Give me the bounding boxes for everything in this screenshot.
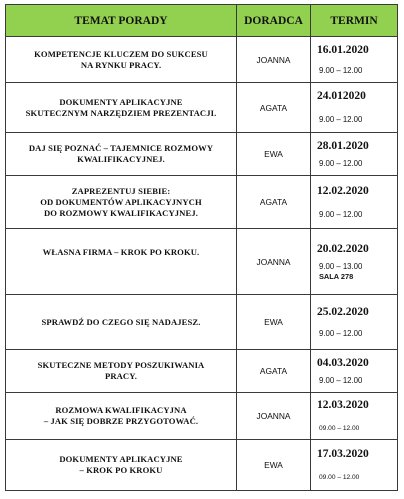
- term-cell: [311, 229, 398, 295]
- topic-line: OD DOKUMENTÓW APLIKACYJNYCH: [40, 196, 202, 207]
- topic-line: WŁASNA FIRMA – KROK PO KROKU.: [42, 247, 200, 257]
- topic-line: SKUTECZNE METODY POSZUKIWANIA: [37, 360, 205, 370]
- topic-line: KWALIFIKACYJNEJ.: [77, 154, 165, 164]
- advisor-cell: JOANNA: [237, 393, 311, 440]
- topic-line: SPRAWDŹ DO CZEGO SIĘ NADAJESZ.: [41, 316, 201, 327]
- header-advisor: DORADCA: [237, 5, 311, 37]
- topic-line: ROZMOWA KWALIFIKACYJNA: [55, 405, 187, 415]
- schedule-table: [5, 4, 398, 491]
- term-date: 12.02.2020: [317, 184, 369, 197]
- term-date: 12.03.2020: [317, 398, 369, 411]
- topic-cell: [6, 229, 237, 295]
- topic-line: SKUTECZNYM NARZĘDZIEM PREZENTACJI.: [25, 107, 217, 118]
- topic-line: KOMPETENCJE KLUCZEM DO SUKCESU: [34, 48, 208, 59]
- term-date: 24.012020: [317, 90, 366, 102]
- topic-line: ZAPREZENTUJ SIEBIE:: [71, 185, 171, 196]
- topic-cell: [6, 176, 237, 229]
- table-row: [6, 83, 398, 133]
- term-time: 9.00 – 13.00: [319, 261, 363, 271]
- term-time: 9.00 – 12.00: [319, 209, 363, 219]
- table-row: [6, 229, 398, 295]
- room-label: SALA 278: [319, 271, 354, 281]
- advisor-cell: JOANNA: [237, 229, 311, 295]
- topic-cell: [6, 393, 237, 440]
- term-time: 9.00 – 12.00: [319, 375, 363, 385]
- topic-line: PRACY.: [104, 371, 138, 381]
- term-cell: [311, 440, 398, 491]
- topic-cell: [6, 83, 237, 133]
- term-cell: [311, 350, 398, 393]
- table-row: [6, 350, 398, 393]
- topic-line: – JAK SIĘ DOBRZE PRZYGOTOWAĆ.: [43, 416, 199, 426]
- schedule-table-wrapper: [5, 4, 398, 491]
- topic-cell: [6, 295, 237, 350]
- term-time: 9.00 – 12.00: [319, 158, 363, 168]
- header-topic: TEMAT PORADY: [6, 5, 237, 37]
- header-term: TERMIN: [311, 5, 398, 37]
- term-time: 9.00 – 12.00: [319, 328, 363, 338]
- term-time: 9.00 – 12.00: [319, 115, 363, 124]
- term-cell: [311, 393, 398, 440]
- term-time: 09.00 – 12.00: [319, 473, 360, 481]
- advisor-cell: JOANNA: [237, 37, 311, 83]
- term-date: 20.02.2020: [317, 242, 369, 255]
- term-cell: [311, 295, 398, 350]
- header-row: [6, 5, 398, 37]
- term-time: 9.00 – 12.00: [319, 65, 363, 75]
- table-row: [6, 393, 398, 440]
- topic-line: DAJ SIĘ POZNAĆ – TAJEMNICE ROZMOWY: [28, 143, 214, 153]
- term-cell: [311, 176, 398, 229]
- advisor-cell: EWA: [237, 133, 311, 176]
- topic-line: NA RYNKU PRACY.: [80, 59, 162, 70]
- topic-line: DO ROZMOWY KWALIFIKACYJNEJ.: [44, 207, 198, 218]
- table-row: [6, 133, 398, 176]
- topic-cell: [6, 37, 237, 83]
- table-row: [6, 295, 398, 350]
- topic-line: – KROK PO KROKU: [79, 465, 163, 475]
- term-date: 16.01.2020: [317, 43, 369, 56]
- advisor-cell: EWA: [237, 440, 311, 491]
- table-row: [6, 176, 398, 229]
- term-cell: [311, 133, 398, 176]
- advisor-cell: AGATA: [237, 350, 311, 393]
- term-date: 28.01.2020: [317, 139, 369, 152]
- table-row: [6, 440, 398, 491]
- advisor-cell: EWA: [237, 295, 311, 350]
- term-time: 09.00 – 12.00: [319, 424, 360, 432]
- term-date: 25.02.2020: [317, 305, 369, 318]
- topic-line: DOKUMENTY APLIKACYJNE: [59, 454, 183, 464]
- table-row: [6, 37, 398, 83]
- topic-line: DOKUMENTY APLIKACYJNE: [59, 96, 183, 107]
- topic-cell: [6, 133, 237, 176]
- term-cell: [311, 37, 398, 83]
- topic-cell: [6, 350, 237, 393]
- topic-cell: [6, 440, 237, 491]
- term-cell: [311, 83, 398, 133]
- term-date: 04.03.2020: [317, 356, 369, 369]
- advisor-cell: AGATA: [237, 83, 311, 133]
- term-date: 17.03.2020: [317, 447, 369, 460]
- advisor-cell: AGATA: [237, 176, 311, 229]
